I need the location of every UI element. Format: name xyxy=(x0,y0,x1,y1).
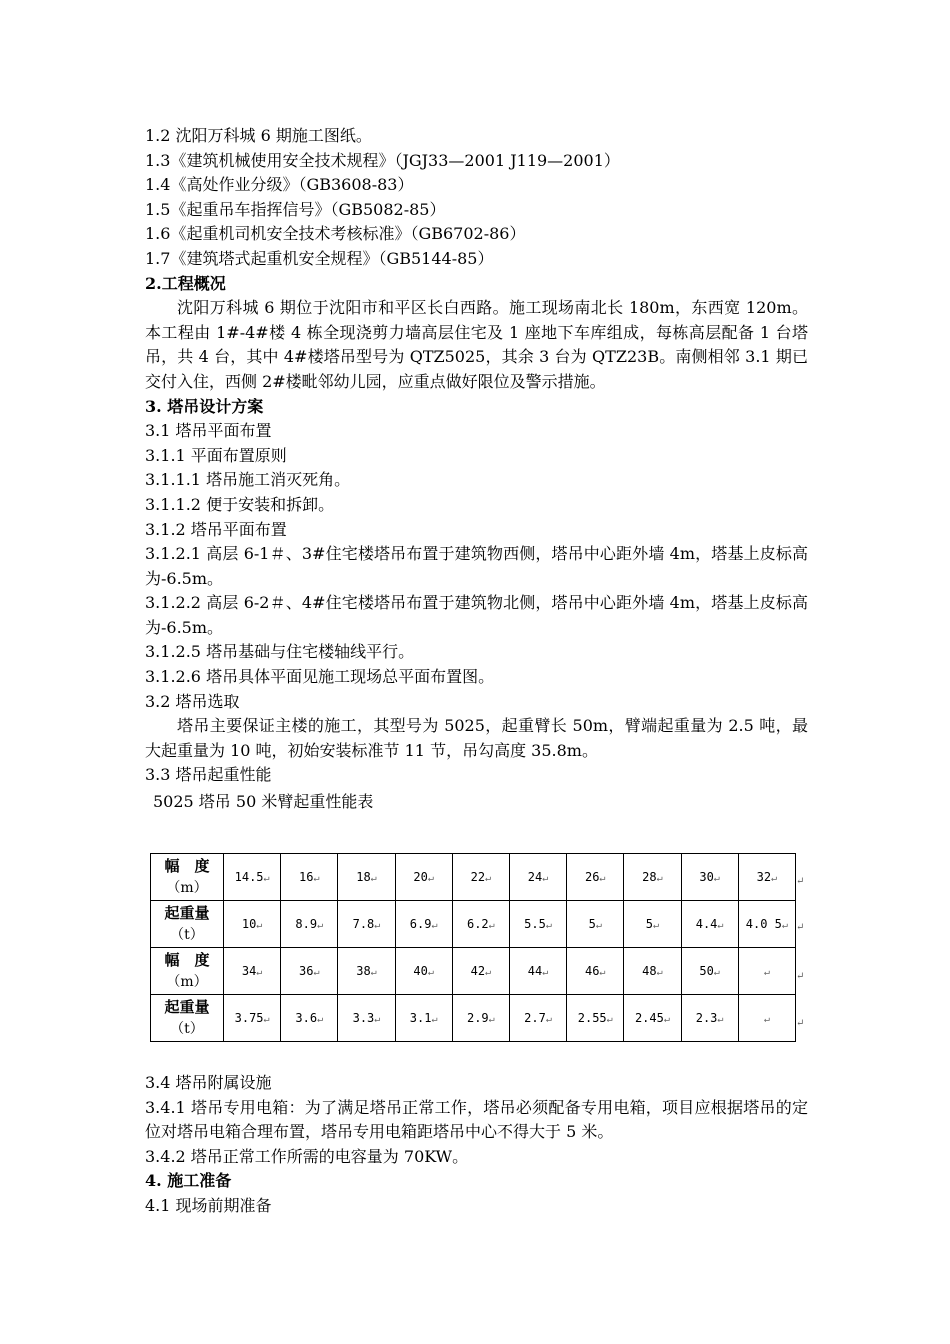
table-cell xyxy=(395,901,452,948)
cell-mark: ↵ xyxy=(488,920,495,931)
table-cell xyxy=(567,948,624,995)
cell-value: 22 xyxy=(470,870,486,884)
cell-value: 24 xyxy=(527,870,543,884)
cell-mark: ↵ xyxy=(653,920,660,931)
table-cell xyxy=(452,995,509,1042)
table-row xyxy=(151,901,796,948)
cell-mark: ↵ xyxy=(431,920,438,931)
cell-mark: ↵ xyxy=(485,873,492,884)
table-cell xyxy=(224,948,281,995)
cell-value: 6.2 xyxy=(466,917,489,931)
table-cell xyxy=(281,948,338,995)
table-cell xyxy=(681,995,738,1042)
row-end-mark: ↵ xyxy=(796,1018,805,1029)
cell-value: 7.8 xyxy=(352,917,375,931)
table-cell xyxy=(338,854,395,901)
cell-mark: ↵ xyxy=(370,873,377,884)
cell-value: 4.4 xyxy=(695,917,718,931)
row-header xyxy=(151,948,224,995)
table-cell xyxy=(509,948,566,995)
cell-value: 3.75 xyxy=(234,1011,264,1025)
cell-value: 3.3 xyxy=(352,1011,375,1025)
sub-heading: 3.4 塔吊附属设施 xyxy=(145,1073,272,1092)
cell-mark: ↵ xyxy=(431,1014,438,1025)
cell-mark: ↵ xyxy=(717,920,724,931)
section-heading: 4. 施工准备 xyxy=(145,1171,232,1191)
list-item: 3.1.1.2 便于安装和拆卸。 xyxy=(145,494,335,514)
table-cell xyxy=(509,854,566,901)
table-cell xyxy=(624,854,681,901)
cell-mark: ↵ xyxy=(256,920,263,931)
table-cell xyxy=(395,948,452,995)
table-cell xyxy=(681,901,738,948)
table-cell xyxy=(395,995,452,1042)
cell-value: 3.1 xyxy=(409,1011,432,1025)
cell-mark: ↵ xyxy=(488,1014,495,1025)
section-heading: 2.工程概况 xyxy=(145,273,226,293)
row-header-unit: （m） xyxy=(166,880,208,896)
cell-mark: ↵ xyxy=(370,967,377,978)
table-cell xyxy=(395,854,452,901)
project-overview: 沈阳万科城 6 期位于沈阳市和平区长白西路。施工现场南北长 180m，东西宽 120m。本工程由 1#-4#楼 4 栋全现浇剪力墙高层住宅及 1 座地下车库组成，每栋高层配备 1 台塔吊，共 4 台，其中 4#楼塔吊型号为 QTZ5025，其余 3 台为 QTZ23B。南侧相邻 3.1 期已交付入住，西侧 2#楼毗邻幼儿园，应重点做好限位及警示措施。 xyxy=(145,298,808,391)
row-header-unit: （t） xyxy=(170,927,204,943)
cell-value: 30 xyxy=(699,870,714,884)
table-cell xyxy=(681,948,738,995)
ref-line: 1.6《起重机司机安全技术考核标准》（GB6702-86） xyxy=(145,224,526,244)
cell-mark: ↵ xyxy=(427,873,434,884)
cell-mark: ↵ xyxy=(599,873,606,884)
cell-value: 26 xyxy=(584,870,600,884)
cell-mark: ↵ xyxy=(606,1014,613,1025)
cell-mark: ↵ xyxy=(317,1014,324,1025)
cell-value: 32 xyxy=(756,870,772,884)
cell-mark: ↵ xyxy=(374,920,381,931)
cell-mark: ↵ xyxy=(485,967,492,978)
cell-mark: ↵ xyxy=(542,967,549,978)
cell-mark: ↵ xyxy=(717,1014,724,1025)
table-cell xyxy=(452,948,509,995)
table-cell xyxy=(624,995,681,1042)
cell-mark: ↵ xyxy=(763,1014,770,1025)
cell-value: 50 xyxy=(699,964,714,978)
power-capacity-line: 3.4.2 塔吊正常工作所需的电容量为 70KW。 xyxy=(145,1146,469,1166)
cell-mark: ↵ xyxy=(599,967,606,978)
cell-value: 10 xyxy=(241,917,257,931)
table-cell xyxy=(567,854,624,901)
ref-line: 1.5《起重吊车指挥信号》（GB5082-85） xyxy=(145,199,446,219)
ref-line: 1.4《高处作业分级》（GB3608-83） xyxy=(145,175,414,195)
table-cell xyxy=(738,901,795,948)
cell-value: 48 xyxy=(642,964,657,978)
cell-value: 4.0 5 xyxy=(745,917,782,931)
cell-mark: ↵ xyxy=(713,873,720,884)
table-cell xyxy=(567,995,624,1042)
cell-value: 2.3 xyxy=(695,1011,718,1025)
table-row xyxy=(151,995,796,1042)
cell-value: 28 xyxy=(642,870,657,884)
cell-value: 8.9 xyxy=(295,917,318,931)
table-cell xyxy=(681,854,738,901)
electric-box-para: 3.4.1 塔吊专用电箱：为了满足塔吊正常工作，塔吊必须配备专用电箱，项目应根据塔吊的定位对塔吊电箱合理布置，塔吊专用电箱距塔吊中心不得大于 5 米。 xyxy=(145,1097,808,1142)
row-end-mark: ↵ xyxy=(796,971,805,982)
table-cell xyxy=(452,854,509,901)
table-cell xyxy=(224,995,281,1042)
cell-mark: ↵ xyxy=(313,967,320,978)
table-cell xyxy=(624,901,681,948)
table-cell xyxy=(738,948,795,995)
table-cell xyxy=(338,901,395,948)
table-cell xyxy=(281,901,338,948)
crane-selection-para: 塔吊主要保证主楼的施工，其型号为 5025，起重臂长 50m，臂端起重量为 2.5 吨，最大起重量为 10 吨，初始安装标准节 11 节，吊勾高度 35.8m。 xyxy=(145,716,808,760)
cell-mark: ↵ xyxy=(595,920,602,931)
cell-mark: ↵ xyxy=(763,967,770,978)
row-header-label: 幅 度 xyxy=(164,857,210,875)
sub-heading: 3.2 塔吊选取 xyxy=(145,691,240,711)
cell-value: 2.7 xyxy=(524,1011,546,1025)
document-body-continued xyxy=(145,1071,808,1219)
cell-value: 2.9 xyxy=(466,1011,489,1025)
list-item: 3.1.2.6 塔吊具体平面见施工现场总平面布置图。 xyxy=(145,667,495,687)
lifting-performance-table xyxy=(150,853,796,1042)
sub-heading: 3.3 塔吊起重性能 xyxy=(145,765,272,785)
table-cell xyxy=(624,948,681,995)
row-header-label: 幅 度 xyxy=(164,951,210,969)
sub-heading: 3.1.1 平面布置原则 xyxy=(145,445,287,465)
row-end-mark: ↵ xyxy=(796,922,805,933)
table-cell xyxy=(224,854,281,901)
cell-mark: ↵ xyxy=(781,920,788,931)
ref-line: 1.3《建筑机械使用安全技术规程》（JGJ33—2001 J119—2001） xyxy=(145,150,620,170)
table-row xyxy=(151,854,796,901)
table-cell xyxy=(509,995,566,1042)
cell-value: 18 xyxy=(356,870,371,884)
cell-mark: ↵ xyxy=(663,1014,670,1025)
cell-mark: ↵ xyxy=(545,1014,552,1025)
table-cell xyxy=(738,995,795,1042)
cell-value: 2.45 xyxy=(634,1011,664,1025)
section-heading: 3. 塔吊设计方案 xyxy=(145,396,264,416)
cell-mark: ↵ xyxy=(317,920,324,931)
list-item: 3.1.2.5 塔吊基础与住宅楼轴线平行。 xyxy=(145,642,415,662)
cell-value: 5.5 xyxy=(524,917,546,931)
cell-mark: ↵ xyxy=(374,1014,381,1025)
cell-mark: ↵ xyxy=(313,873,320,884)
cell-mark: ↵ xyxy=(542,873,549,884)
cell-mark: ↵ xyxy=(656,873,663,884)
row-header-label: 起重量 xyxy=(164,904,210,922)
sub-heading: 3.1 塔吊平面布置 xyxy=(145,421,272,441)
cell-value: 3.6 xyxy=(295,1011,318,1025)
row-header-label: 起重量 xyxy=(164,998,210,1016)
cell-value: 20 xyxy=(413,870,428,884)
cell-value: 36 xyxy=(299,964,314,978)
row-header xyxy=(151,901,224,948)
row-header xyxy=(151,995,224,1042)
cell-value: 42 xyxy=(470,964,486,978)
cell-value: 38 xyxy=(356,964,371,978)
table-cell xyxy=(509,901,566,948)
cell-value: 46 xyxy=(584,964,600,978)
list-item: 3.1.2.1 高层 6-1＃、3#住宅楼塔吊布置于建筑物西侧，塔吊中心距外墙 4m，塔基上皮标高为-6.5m。 xyxy=(145,544,808,588)
document-body xyxy=(145,124,808,814)
list-item: 3.1.2.2 高层 6-2＃、4#住宅楼塔吊布置于建筑物北侧，塔吊中心距外墙 4m，塔基上皮标高为-6.5m。 xyxy=(145,593,808,637)
cell-value: 5 xyxy=(645,917,653,931)
table-cell xyxy=(224,901,281,948)
table-cell xyxy=(281,995,338,1042)
cell-value: 40 xyxy=(413,964,428,978)
table-row xyxy=(151,948,796,995)
table-cell xyxy=(738,854,795,901)
cell-value: 14.5 xyxy=(234,870,264,884)
cell-value: 34 xyxy=(241,964,257,978)
cell-mark: ↵ xyxy=(263,873,270,884)
sub-heading: 3.1.2 塔吊平面布置 xyxy=(145,519,287,539)
cell-mark: ↵ xyxy=(771,873,778,884)
table-cell xyxy=(452,901,509,948)
cell-mark: ↵ xyxy=(263,1014,270,1025)
row-header-unit: （m） xyxy=(166,974,208,990)
ref-line: 1.7《建筑塔式起重机安全规程》（GB5144-85） xyxy=(145,248,494,268)
cell-value: 44 xyxy=(527,964,543,978)
sub-heading: 4.1 现场前期准备 xyxy=(145,1195,272,1215)
ref-line: 1.2 沈阳万科城 6 期施工图纸。 xyxy=(145,126,372,145)
table-cell xyxy=(338,948,395,995)
cell-value: 6.9 xyxy=(409,917,432,931)
cell-mark: ↵ xyxy=(256,967,263,978)
row-end-mark: ↵ xyxy=(796,876,805,887)
cell-value: 16 xyxy=(299,870,314,884)
cell-value: 2.55 xyxy=(577,1011,607,1025)
cell-mark: ↵ xyxy=(545,920,552,931)
cell-value: 5 xyxy=(588,917,596,931)
table-cell xyxy=(281,854,338,901)
cell-mark: ↵ xyxy=(713,967,720,978)
cell-mark: ↵ xyxy=(656,967,663,978)
cell-mark: ↵ xyxy=(427,967,434,978)
table-cell xyxy=(338,995,395,1042)
row-header xyxy=(151,854,224,901)
table-title: 5025 塔吊 50 米臂起重性能表 xyxy=(153,792,374,812)
table-cell xyxy=(567,901,624,948)
row-header-unit: （t） xyxy=(170,1021,204,1037)
list-item: 3.1.1.1 塔吊施工消灭死角。 xyxy=(145,470,351,490)
